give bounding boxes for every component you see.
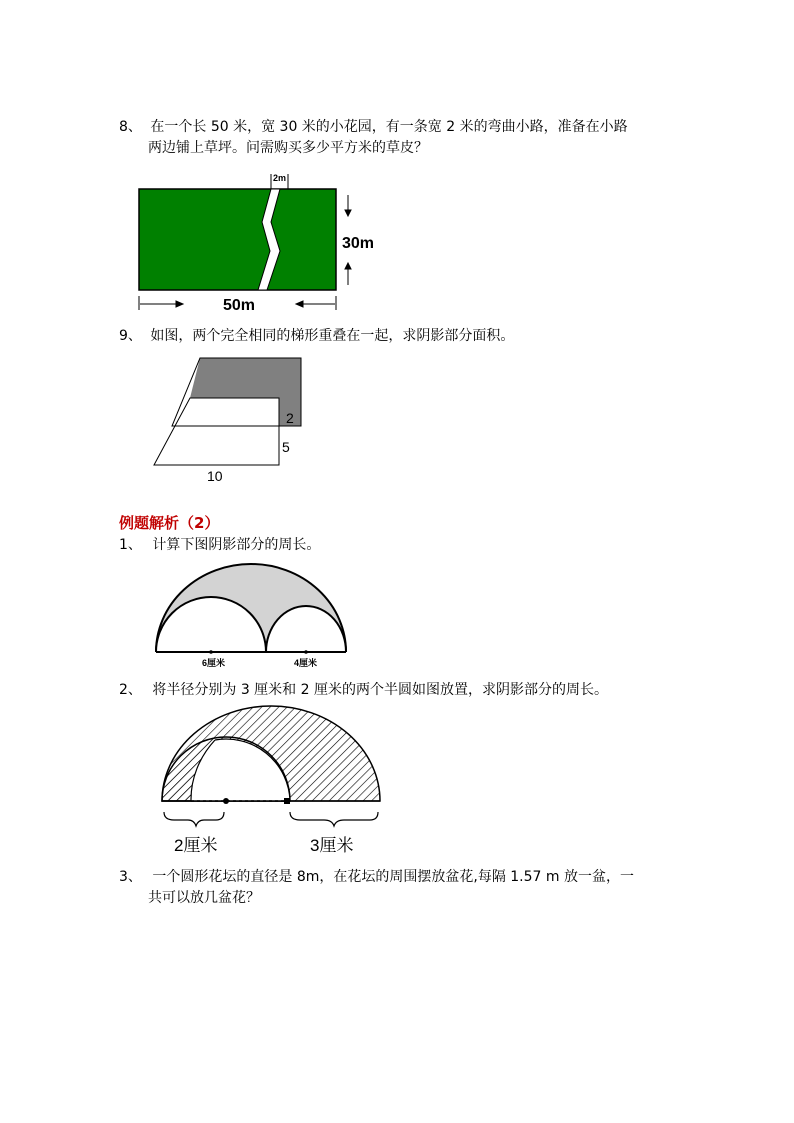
right-brace [290, 812, 378, 826]
question-number: 2、 [119, 682, 142, 698]
left-brace [164, 812, 224, 826]
question-3-line2: 共可以放几盆花？ [148, 890, 260, 906]
question-number: 8、 [119, 119, 142, 135]
question-number: 1、 [119, 537, 142, 553]
shaded-region [190, 358, 301, 426]
height-label: 30m [342, 235, 375, 252]
question-text: 如图，两个完全相同的梯形重叠在一起，求阴影部分面积。 [150, 328, 515, 344]
right-diameter-label: 4厘米 [294, 658, 318, 668]
question-text: 一个圆形花坛的直径是 8m，在花坛的周围摆放盆花,每隔 1.57 m 放一盆，一 [152, 869, 634, 885]
question-number: 3、 [119, 869, 142, 885]
question-8-line2: 两边铺上草坪。问需购买多少平方米的草皮？ [148, 140, 428, 156]
small-radius-label: 2厘米 [174, 836, 218, 855]
large-radius-label: 3厘米 [310, 836, 354, 855]
question-1 [119, 535, 689, 555]
question-number: 9、 [119, 328, 142, 344]
question-9 [119, 326, 689, 346]
trapezoid-figure [150, 355, 310, 490]
question-8 [119, 117, 689, 137]
question-text: 计算下图阴影部分的周长。 [152, 537, 321, 553]
semicircles-figure [150, 560, 360, 672]
section-title: 例题解析（2） [119, 514, 220, 532]
length-label: 50m [223, 297, 256, 314]
garden-rect [139, 189, 336, 290]
garden-figure [130, 168, 390, 313]
hatched-figure [158, 700, 384, 860]
base-label: 10 [207, 468, 223, 484]
path-width-label: 2m [273, 173, 287, 183]
question-2 [119, 680, 719, 700]
lower-trapezoid [154, 398, 279, 465]
left-diameter-label: 6厘米 [202, 658, 226, 668]
height-label: 5 [282, 439, 290, 455]
question-text: 在一个长 50 米，宽 30 米的小花园，有一条宽 2 米的弯曲小路，准备在小路 [150, 119, 628, 135]
question-3 [119, 867, 689, 887]
overlap-label: 2 [286, 410, 294, 426]
question-text: 将半径分别为 3 厘米和 2 厘米的两个半圆如图放置，求阴影部分的周长。 [152, 682, 608, 698]
